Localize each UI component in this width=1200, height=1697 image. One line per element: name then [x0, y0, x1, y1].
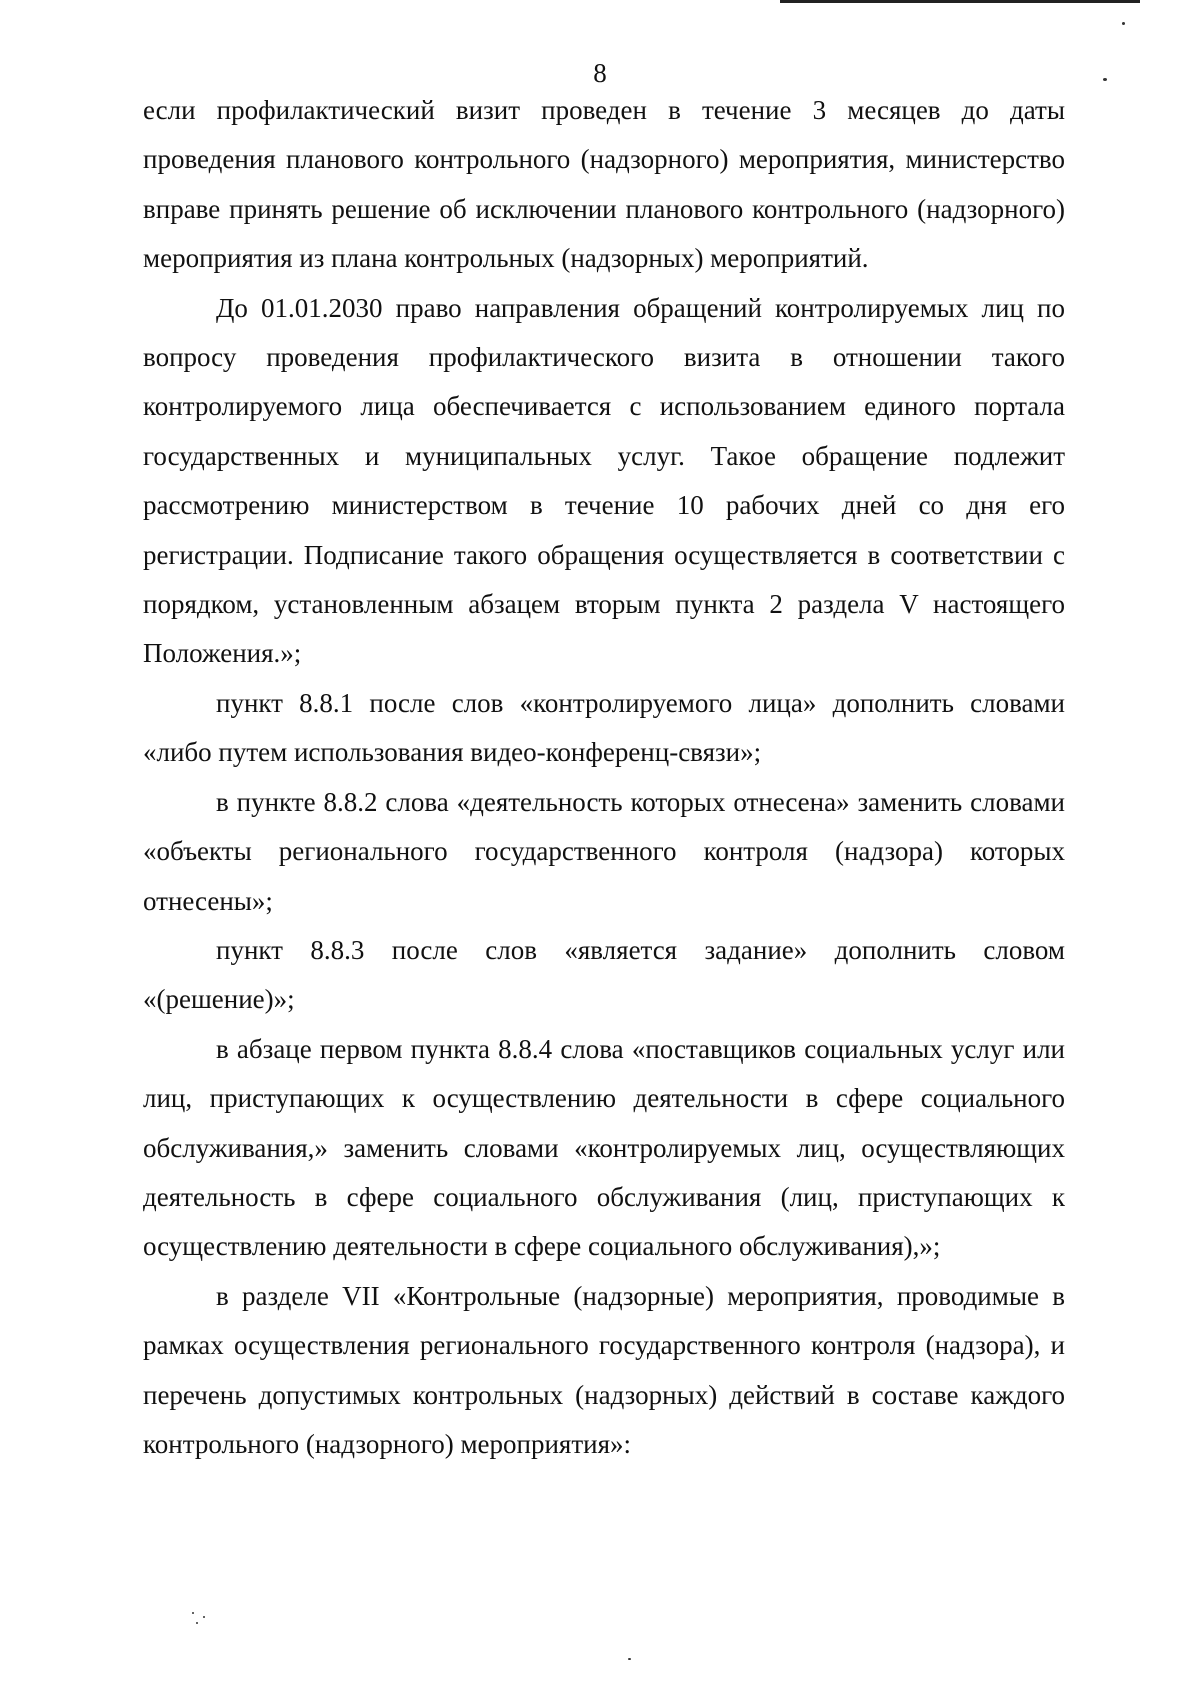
paragraph-item-8-8-3: пункт 8.8.3 после слов «является задание» дополнить словом «(решение)»;: [143, 934, 1065, 1015]
paragraph-item-8-8-4: в абзаце первом пункта 8.8.4 слова «поставщиков социальных услуг или лиц, приступающих к осуществлению деятельности в сфере социального обслуживания,» заменить словами «контролируемых лиц, осуществляющих деятельность в сфере социального обслуживания (лиц, приступающих к осуществлению деятельности в сфере социального обслуживания),»;: [143, 1033, 1065, 1262]
paragraph-item-8-8-1: пункт 8.8.1 после слов «контролируемого лица» дополнить словами «либо путем использования видео-конференц-связи»;: [143, 687, 1065, 768]
paragraph-continuation: если профилактический визит проведен в течение 3 месяцев до даты проведения планового контрольного (надзорного) мероприятия, министерство вправе принять решение об исключении планового контрольного (надзорного) мероприятия из плана контрольных (надзорных) мероприятий.: [143, 95, 1065, 274]
scan-speck: [203, 1616, 205, 1618]
paragraph-section-vii: в разделе VII «Контрольные (надзорные) мероприятия, проводимые в рамках осуществления регионального государственного контроля (надзора), и перечень допустимых контрольных (надзорных) действий в составе каждого контрольного (надзорного) мероприятия»:: [143, 1280, 1065, 1459]
scan-speck: [628, 1658, 631, 1660]
paragraph-portal-appeals: До 01.01.2030 право направления обращений контролируемых лиц по вопросу проведения профилактического визита в отношении такого контролируемого лица обеспечивается с использованием единого портала государственных и муниципальных услуг. Такое обращение подлежит рассмотрению министерством в течение 10 рабочих дней со дня его регистрации. Подписание такого обращения осуществляется в соответствии с порядком, установленным абзацем вторым пункта 2 раздела V настоящего Положения.»;: [143, 292, 1065, 669]
paragraph-item-8-8-2: в пункте 8.8.2 слова «деятельность которых отнесена» заменить словами «объекты регионального государственного контроля (надзора) которых отнесены»;: [143, 786, 1065, 916]
scan-speck: [196, 1622, 198, 1624]
scan-speck: [192, 1612, 194, 1614]
page-number: 8: [593, 58, 607, 88]
scan-speck: [1103, 78, 1107, 81]
scan-speck: [1122, 22, 1125, 25]
top-edge-rule: [780, 0, 1140, 3]
document-body: [143, 86, 1065, 1469]
